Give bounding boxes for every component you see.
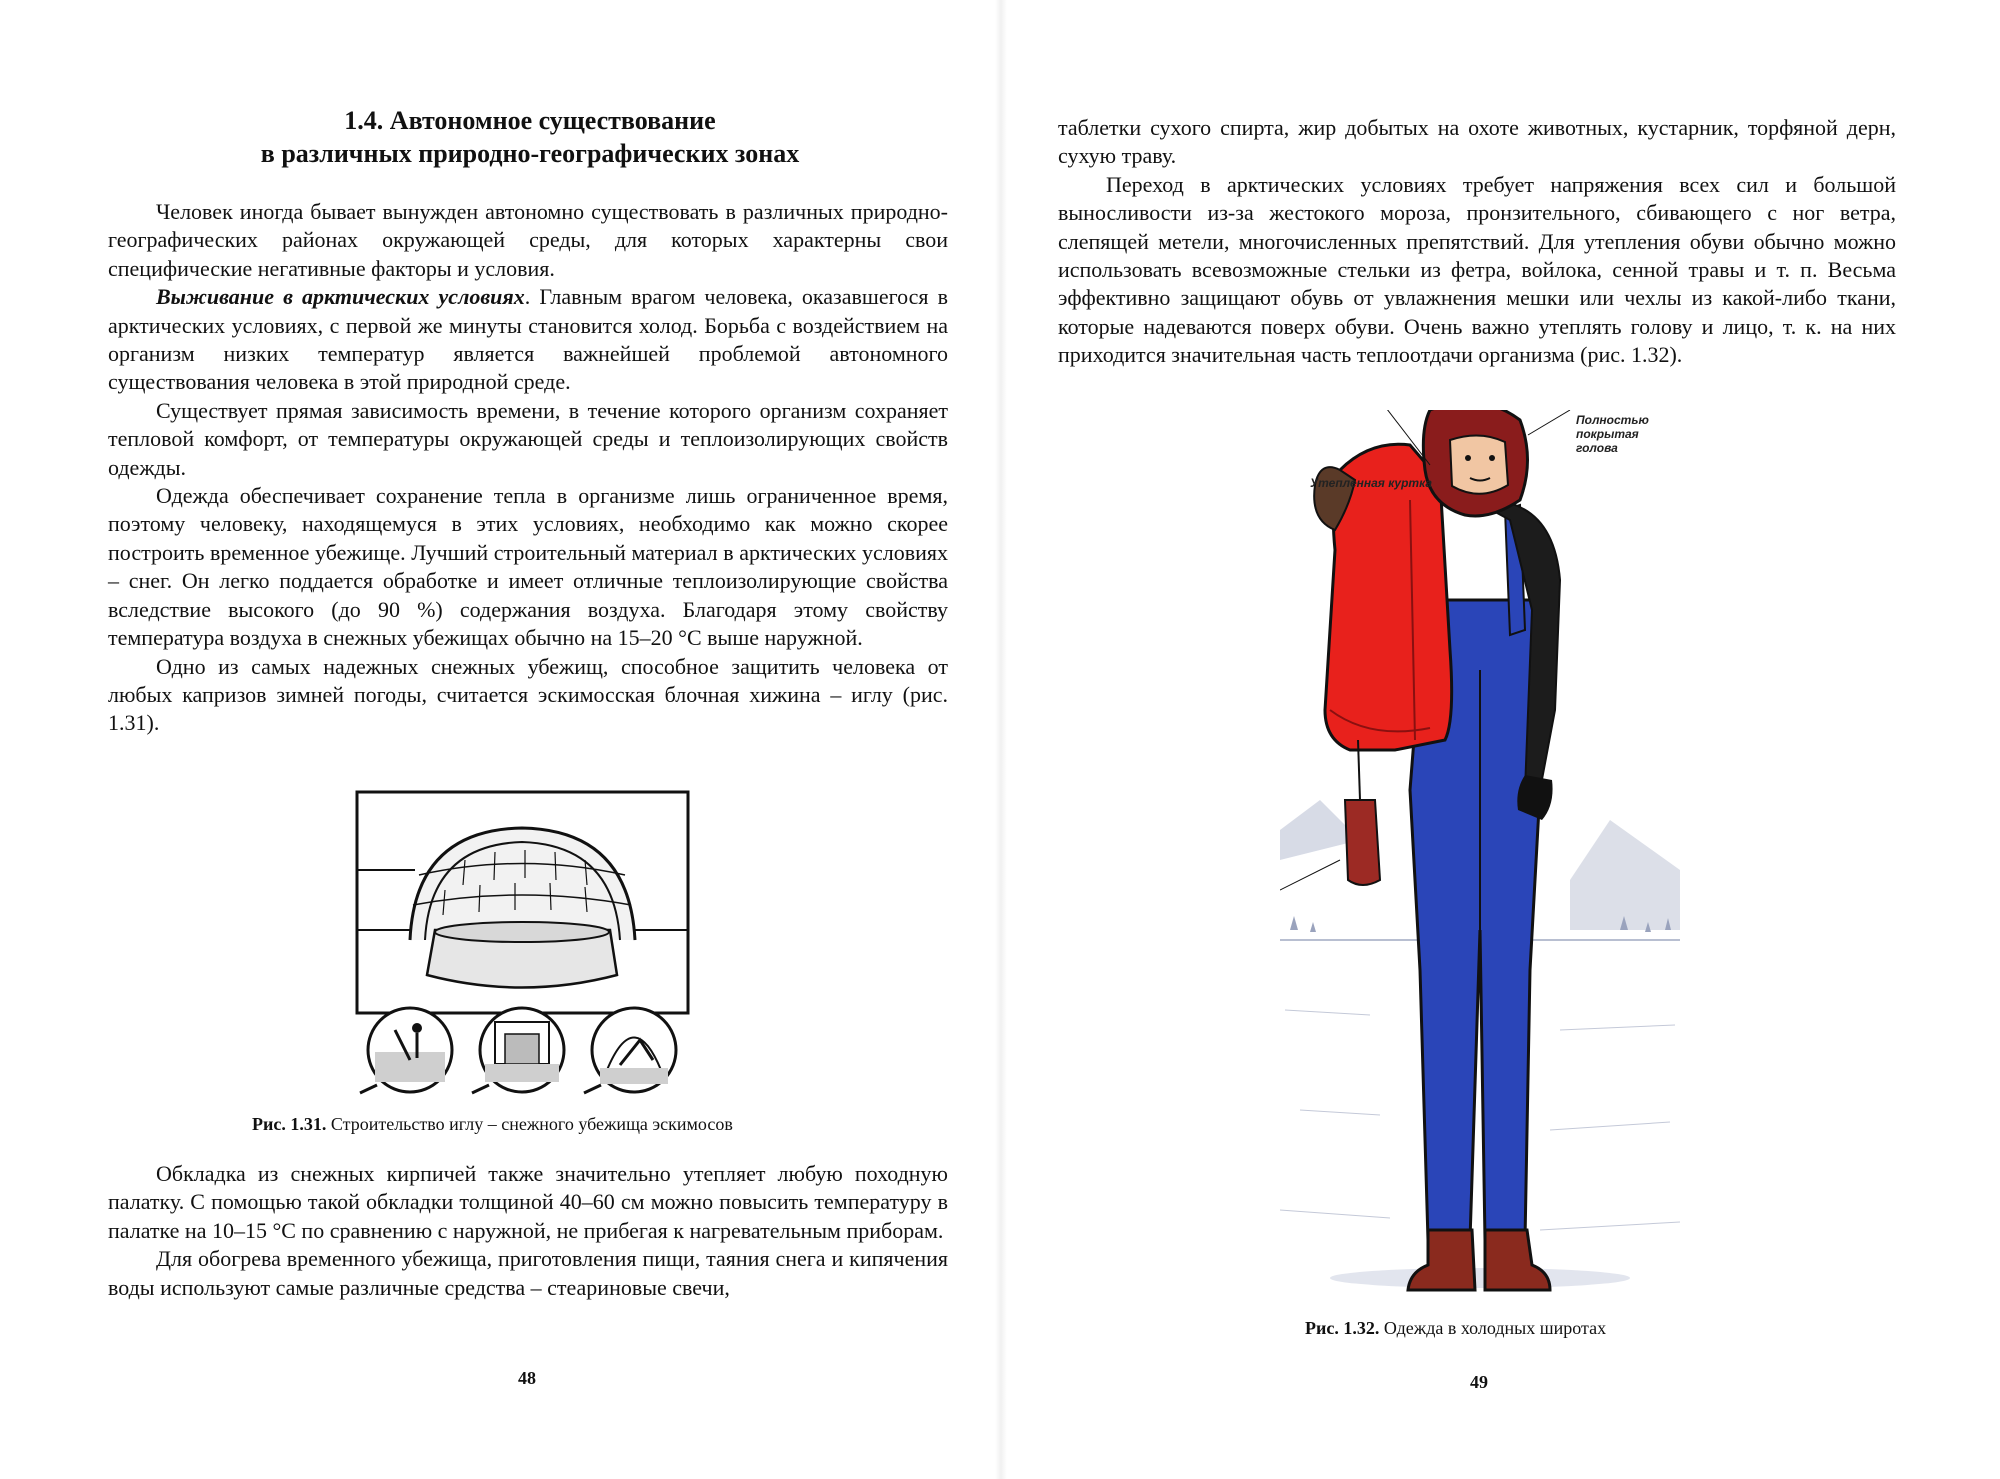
page-number: 49 <box>1470 1372 1488 1392</box>
paragraph-lead: Выживание в арктических условиях <box>156 284 525 310</box>
paragraph: Обкладка из снежных кирпичей также значительно утепляет любую походную палатку. С помощью такой обкладки толщиной 40–60 см можно повысить температуру в палатке на 10–15 °С по сравнению с наружной, не прибегая к нагревательным приборам. <box>108 1161 948 1243</box>
figure-caption-clothing <box>1305 1318 1606 1339</box>
right-body-text <box>1058 114 1896 370</box>
left-body-text <box>108 198 948 738</box>
section-heading <box>150 104 910 170</box>
page-number: 48 <box>518 1368 536 1388</box>
cold-clothing-figure <box>1280 410 1680 1310</box>
paragraph: Переход в арктических условиях требует напряжения всех сил и большой выносливости из-за жестокого мороза, пронзительного, сбивающего с ног ветра, слепящей метели, многочисленных препятствий. Для утепления обуви обычно можно использовать всевозможные стельки из фетра, войлока, сенной травы и т. п. Весьма эффективно защищают обувь от увлажнения мешки или чехлы из какой-либо ткани, которые надеваются поверх обуви. Очень важно утеплять голову и лицо, т. к. на них приходится значительная часть теплоотдачи организма (рис. 1.32). <box>1058 171 1896 368</box>
heading-line-1: 1.4. Автономное существование <box>344 106 716 135</box>
igloo-figure <box>355 790 690 1095</box>
figure-caption-igloo <box>252 1114 733 1135</box>
paragraph: Одежда обеспечивает сохранение тепла в организме лишь ограниченное время, поэтому человеку, находящемуся в этих условиях, необходимо как можно скорее построить временное убежище. Лучший строительный материал в арктических условиях – снег. Он легко поддается обработке и имеет отличные теплоизолирующие свойства вследствие высокого (до 90 %) содержания воздуха. Благодаря этому свойству температура воздуха в снежных убежищах обычно на 15–20 °С выше наружной. <box>108 483 948 651</box>
figure-caption-text: Одежда в холодных широтах <box>1379 1318 1607 1338</box>
paragraph: Для обогрева временного убежища, приготовления пищи, таяния снега и кипячения воды используют самые различные средства – стеариновые свечи, <box>108 1246 948 1300</box>
figure-caption-label: Рис. 1.31. <box>252 1114 327 1134</box>
label-insulated-jacket: Утепленная куртка <box>1310 476 1432 490</box>
heading-line-2: в различных природно-географических зонах <box>260 139 800 168</box>
figure-caption-label: Рис. 1.32. <box>1305 1318 1380 1338</box>
paragraph: таблетки сухого спирта, жир добытых на охоте животных, кустарник, торфяной дерн, сухую траву. <box>1058 115 1896 169</box>
paragraph: Одно из самых надежных снежных убежищ, способное защитить человека от любых капризов зимней погоды, считается эскимосская блочная хижина – иглу (рис. 1.31). <box>108 653 948 736</box>
paragraph <box>108 283 948 397</box>
paragraph: Человек иногда бывает вынужден автономно существовать в различных природно-географических районах окружающей среды, для которых характерны свои специфические негативные факторы и условия. <box>108 199 948 281</box>
left-body-text-bottom <box>108 1160 948 1302</box>
paragraph: Существует прямая зависимость времени, в течение которого организм сохраняет тепловой комфорт, от температуры окружающей среды и теплоизолирующих свойств одежды. <box>108 397 948 480</box>
paragraph-rest: . Главным врагом человека, оказавшегося в арктических условиях, с первой же минуты становится холод. Борьба с воздействием на организм низких температур является важнейшей проблемой автономного существования человека в этой природной среде. <box>108 284 948 395</box>
label-covered-head: Полностью покрытая голова <box>1576 413 1649 455</box>
figure-caption-text: Строительство иглу – снежного убежища эскимосов <box>326 1114 733 1134</box>
